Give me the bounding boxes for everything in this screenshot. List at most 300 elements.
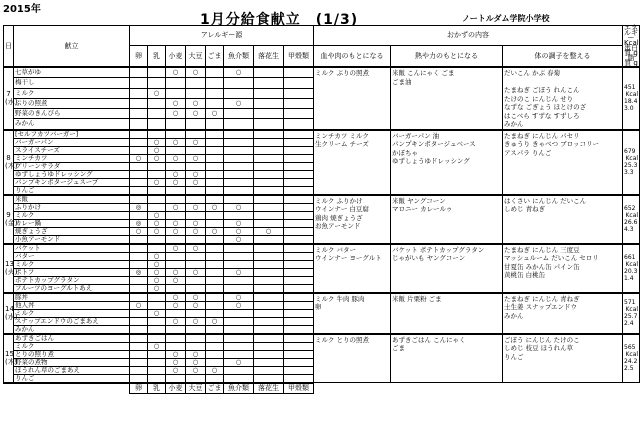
allergen-mark	[224, 178, 254, 186]
energy-value: 565	[624, 344, 636, 352]
allergen-mark	[206, 235, 224, 244]
allergen-mark	[284, 162, 314, 170]
allergen-header: 魚介類	[224, 46, 254, 67]
allergen-mark	[224, 244, 254, 253]
allergen-mark	[254, 260, 284, 268]
fat-value: 2.5	[624, 365, 634, 373]
allergen-mark	[186, 284, 206, 293]
heat-cell: あずきごはん こんにゃく ごま	[391, 334, 503, 383]
allergen-mark: ○	[130, 154, 148, 162]
allergen-mark	[206, 98, 224, 108]
fat-value: 3.0	[624, 105, 634, 113]
allergen-mark	[254, 119, 284, 130]
dish-name: バケット	[14, 244, 130, 253]
fat-value: 1.4	[624, 275, 634, 282]
allergen-mark	[130, 235, 148, 244]
allergen-mark	[166, 88, 186, 98]
allergen-mark: ○	[148, 227, 166, 235]
allergen-mark: ○	[206, 108, 224, 118]
heat-header: 熱や力のもとになる	[391, 46, 503, 67]
school-name: ノートルダム学院小学校	[462, 14, 550, 23]
allergen-mark	[130, 138, 148, 146]
allergen-mark: ○	[186, 317, 206, 325]
allergen-mark	[224, 350, 254, 358]
allergen-mark	[148, 119, 166, 130]
allergen-mark	[254, 252, 284, 260]
allergen-mark: ◎	[130, 268, 148, 276]
allergen-mark	[254, 268, 284, 276]
allergen-mark	[130, 358, 148, 366]
allergen-mark	[130, 276, 148, 284]
allergen-mark: ○	[186, 268, 206, 276]
allergen-mark	[284, 309, 314, 317]
allergen-mark: ○	[148, 342, 166, 350]
allergen-mark	[206, 260, 224, 268]
energy-value: 679	[624, 148, 636, 155]
allergen-mark	[166, 119, 186, 130]
dish-name: 梅干し	[14, 78, 130, 88]
allergen-mark	[130, 108, 148, 118]
allergen-mark	[254, 334, 284, 343]
allergen-mark	[284, 260, 314, 268]
allergen-mark	[254, 350, 284, 358]
energy-value: 571	[624, 299, 636, 306]
allergen-mark: ○	[186, 244, 206, 253]
allergen-mark	[284, 88, 314, 98]
heat-cell: 米飯 こんにゃく ごま ごま油	[391, 67, 503, 130]
allergen-mark	[224, 119, 254, 130]
allergen-mark: ○	[166, 366, 186, 374]
allergen-mark	[254, 162, 284, 170]
allergen-mark	[206, 276, 224, 284]
allergen-mark	[254, 342, 284, 350]
allergen-mark: ○	[186, 301, 206, 309]
allergen-mark	[206, 358, 224, 366]
allergen-mark	[254, 219, 284, 227]
allergen-footer: ごま	[207, 383, 222, 392]
dish-name: あずきごはん	[14, 334, 130, 343]
allergen-mark	[224, 276, 254, 284]
heat-cell: 米飯 ヤングコーン マロニー カレールゥ	[391, 195, 503, 244]
dish-name: グリーンサラダ	[14, 162, 130, 170]
allergen-mark: ○	[166, 227, 186, 235]
allergen-mark	[148, 170, 166, 178]
allergen-mark	[148, 203, 166, 211]
allergen-mark: ○	[224, 67, 254, 78]
energy-unit: Kcal	[625, 351, 639, 359]
dish-name: りんご	[14, 186, 130, 195]
allergy-group-header: アレルギー源	[130, 26, 314, 46]
allergen-mark	[284, 78, 314, 88]
allergen-mark	[224, 252, 254, 260]
allergen-mark	[148, 244, 166, 253]
dish-name: ポテトカップグラタン	[14, 276, 130, 284]
nutrition-cell	[623, 334, 640, 383]
dish-name: 七草がゆ	[14, 67, 130, 78]
allergen-mark	[186, 211, 206, 219]
condition-header: 体の調子を整える	[503, 46, 623, 67]
allergen-mark	[130, 252, 148, 260]
allergen-mark	[254, 309, 284, 317]
allergen-mark	[254, 301, 284, 309]
allergen-mark	[254, 284, 284, 293]
allergen-mark: ○	[166, 268, 186, 276]
allergen-header: 甲殻類	[284, 46, 314, 67]
allergen-mark	[148, 98, 166, 108]
allergen-footer: 甲殻類	[284, 383, 314, 394]
allergen-mark	[130, 350, 148, 358]
allergen-mark	[148, 186, 166, 195]
blood-cell: ミルク とりの照煮	[314, 334, 391, 383]
allergen-footer: 乳	[148, 383, 166, 394]
allergen-mark	[206, 301, 224, 309]
allergen-mark	[130, 334, 148, 343]
allergen-mark	[206, 284, 224, 293]
allergen-mark	[206, 325, 224, 334]
allergen-mark: ○	[130, 227, 148, 235]
allergen-mark	[130, 211, 148, 219]
allergen-mark: ○	[206, 366, 224, 374]
allergen-mark	[130, 178, 148, 186]
allergen-mark	[224, 211, 254, 219]
allergen-mark	[254, 235, 284, 244]
allergen-mark	[130, 162, 148, 170]
dish-name: フルーツのヨーグルトあえ	[14, 284, 130, 293]
allergen-mark: ○	[224, 293, 254, 302]
allergen-mark	[224, 366, 254, 374]
allergen-mark	[186, 252, 206, 260]
allergen-mark	[148, 78, 166, 88]
allergen-mark	[284, 293, 314, 302]
allergen-mark: ○	[254, 227, 284, 235]
allergen-mark	[130, 260, 148, 268]
allergen-header: 小麦	[166, 46, 186, 67]
allergen-mark: ○	[186, 67, 206, 78]
allergen-mark: ○	[166, 178, 186, 186]
allergen-mark	[186, 260, 206, 268]
allergen-mark	[224, 154, 254, 162]
allergen-mark	[254, 186, 284, 195]
allergen-mark: ○	[148, 211, 166, 219]
dish-name: みかん	[14, 119, 130, 130]
allergen-mark	[254, 358, 284, 366]
dish-name: りんご	[14, 374, 130, 383]
allergen-mark	[284, 203, 314, 211]
allergen-mark	[166, 195, 186, 204]
energy-value: 652	[624, 205, 636, 212]
allergen-mark	[284, 301, 314, 309]
dish-name: 豚丼	[14, 293, 130, 302]
table-row	[4, 67, 640, 78]
allergen-mark	[130, 186, 148, 195]
allergen-mark: ○	[166, 98, 186, 108]
blood-cell: ミルク 牛肉 豚肉 卵	[314, 293, 391, 334]
allergen-mark	[224, 146, 254, 154]
allergen-mark	[206, 268, 224, 276]
allergen-mark	[254, 276, 284, 284]
allergen-mark	[206, 350, 224, 358]
allergen-mark	[206, 119, 224, 130]
allergen-mark	[284, 146, 314, 154]
allergen-mark	[224, 186, 254, 195]
allergen-mark	[186, 374, 206, 383]
allergen-mark: ○	[206, 203, 224, 211]
dish-name: ミルク	[14, 211, 130, 219]
allergen-mark: ○	[166, 67, 186, 78]
table-row	[4, 195, 640, 204]
allergen-mark	[130, 146, 148, 154]
dish-name: ゆずしょうゆドレッシング	[14, 170, 130, 178]
allergen-mark: ◎	[130, 219, 148, 227]
heat-cell: バケット ポテトカップグラタン じゃがいも ヤングコーン	[391, 244, 503, 293]
allergen-header: 落花生	[254, 46, 284, 67]
energy-unit: Kcal	[625, 155, 639, 162]
allergen-mark	[284, 334, 314, 343]
allergen-mark	[186, 309, 206, 317]
allergen-mark	[284, 130, 314, 139]
allergen-mark: ○	[148, 309, 166, 317]
allergen-mark: ○	[148, 252, 166, 260]
allergen-mark	[284, 154, 314, 162]
dish-name: スライスチーズ	[14, 146, 130, 154]
allergen-mark: ○	[224, 358, 254, 366]
allergen-mark	[284, 350, 314, 358]
allergen-header: 乳	[148, 46, 166, 67]
allergen-mark	[148, 293, 166, 302]
dish-name: ぶりの照煮	[14, 98, 130, 108]
allergen-mark	[284, 211, 314, 219]
allergen-mark	[148, 334, 166, 343]
allergen-mark: ○	[166, 108, 186, 118]
allergen-mark	[148, 358, 166, 366]
allergen-mark: ○	[166, 203, 186, 211]
allergen-mark	[166, 252, 186, 260]
dish-name: ミルク	[14, 260, 130, 268]
day-cell: 9 (金)	[4, 195, 14, 244]
allergen-mark: ○	[186, 358, 206, 366]
allergen-mark	[224, 108, 254, 118]
nutrition-cell	[623, 67, 640, 130]
allergen-mark	[254, 108, 284, 118]
allergen-mark	[254, 146, 284, 154]
condition-cell: たまねぎ にんじん 青ねぎ 土生姜 スナップエンドウ みかん	[503, 293, 623, 334]
protein-value: 25.7	[624, 313, 638, 320]
allergen-mark	[254, 325, 284, 334]
allergen-mark: ○	[166, 350, 186, 358]
allergen-mark	[284, 325, 314, 334]
allergen-mark	[166, 260, 186, 268]
energy-unit: Kcal	[625, 91, 639, 99]
condition-cell: ごぼう にんじん たけのこ しめじ 枝豆 ほうれん草 りんご	[503, 334, 623, 383]
allergen-mark	[254, 317, 284, 325]
allergen-mark	[224, 260, 254, 268]
dish-name: スナップエンドウのごまあえ	[14, 317, 130, 325]
allergen-mark	[166, 284, 186, 293]
blood-cell: ミンチカツ ミルク 生クリーム チーズ	[314, 130, 391, 195]
allergen-mark: ○	[166, 293, 186, 302]
dish-name: 他人丼	[14, 301, 130, 309]
allergen-mark	[166, 309, 186, 317]
allergen-mark	[206, 67, 224, 78]
allergen-mark: ○	[186, 178, 206, 186]
condition-cell: だいこん かぶ 春菊 たまねぎ ごぼう れんこん たけのこ にんじん せり なずな ごぎょう ほとけのざ はこべら すずな すずしろ みかん	[503, 67, 623, 130]
allergen-mark	[284, 138, 314, 146]
allergen-mark	[224, 334, 254, 343]
allergen-mark	[166, 211, 186, 219]
energy-value: 661	[624, 254, 636, 261]
dish-name: ミルク	[14, 309, 130, 317]
allergen-mark: ○	[148, 138, 166, 146]
condition-cell: たまねぎ にんじん 三度豆 マッシュルーム だいこん セロリ 甘夏缶 みかん缶 パイン缶 黄桃缶 白桃缶	[503, 244, 623, 293]
energy-value: 451	[624, 84, 636, 92]
dish-name: 焼ぎょうざ	[14, 227, 130, 235]
allergen-mark	[284, 195, 314, 204]
allergen-mark	[206, 138, 224, 146]
allergen-mark	[254, 154, 284, 162]
allergen-mark	[186, 88, 206, 98]
menu-table	[3, 25, 640, 394]
dish-name: みかん	[14, 325, 130, 334]
energy-unit: Kcal	[625, 261, 639, 268]
allergen-mark	[224, 78, 254, 88]
day-cell: 14 (水)	[4, 293, 14, 334]
allergen-mark: ○	[148, 146, 166, 154]
allergen-mark	[166, 325, 186, 334]
allergen-mark	[254, 366, 284, 374]
allergen-mark	[224, 284, 254, 293]
allergen-mark	[166, 186, 186, 195]
allergen-mark: ○	[224, 203, 254, 211]
protein-value: 26.6	[624, 219, 638, 226]
allergen-mark	[254, 178, 284, 186]
allergen-mark: ○	[224, 268, 254, 276]
dish-name: ミルク	[14, 342, 130, 350]
allergen-mark	[148, 317, 166, 325]
allergen-mark	[284, 252, 314, 260]
allergen-mark: ○	[166, 138, 186, 146]
dish-name: パンプキンポタージュスープ	[14, 178, 130, 186]
allergen-mark: ○	[130, 301, 148, 309]
allergen-mark	[186, 342, 206, 350]
allergen-mark	[206, 219, 224, 227]
dish-name: ほうれん草のごまあえ	[14, 366, 130, 374]
allergen-mark: ○	[166, 244, 186, 253]
allergen-mark	[166, 342, 186, 350]
allergen-mark	[224, 130, 254, 139]
day-cell: 15 (木)	[4, 334, 14, 383]
allergen-header: ごま	[206, 46, 224, 67]
allergen-mark	[130, 88, 148, 98]
allergen-mark	[130, 374, 148, 383]
allergen-footer: 大豆	[186, 383, 206, 394]
dish-name: バター	[14, 252, 130, 260]
allergen-footer: 落花生	[254, 383, 284, 394]
table-row	[4, 334, 640, 343]
allergen-mark	[148, 130, 166, 139]
allergen-mark	[284, 67, 314, 78]
allergen-mark	[254, 203, 284, 211]
allergen-mark	[148, 235, 166, 244]
allergen-mark	[254, 195, 284, 204]
allergen-mark: ○	[186, 98, 206, 108]
dish-name: [セルフカツバーガー]	[14, 130, 130, 139]
allergen-mark	[130, 244, 148, 253]
allergen-mark	[130, 170, 148, 178]
allergen-mark: ○	[186, 293, 206, 302]
allergen-mark	[206, 186, 224, 195]
allergen-mark: ○	[166, 358, 186, 366]
allergen-mark	[148, 67, 166, 78]
allergen-mark: ○	[224, 219, 254, 227]
fat-value: 2.4	[624, 320, 634, 327]
allergen-mark	[130, 309, 148, 317]
allergen-mark	[224, 138, 254, 146]
allergen-mark	[284, 244, 314, 253]
allergen-mark	[284, 235, 314, 244]
allergen-mark	[224, 195, 254, 204]
fat-value: 3.3	[624, 169, 634, 176]
allergen-mark	[130, 67, 148, 78]
fat-value: 4.3	[624, 226, 634, 233]
footer-blank	[4, 383, 14, 394]
allergen-mark	[148, 374, 166, 383]
allergen-mark	[206, 211, 224, 219]
allergen-mark	[186, 235, 206, 244]
allergen-mark	[254, 374, 284, 383]
protein-value: 24.2	[624, 358, 638, 366]
blood-cell: ミルク ふりかけ ウインナー 白豆腐 鶏肉 焼ぎょうざ お魚アーモンド	[314, 195, 391, 244]
allergen-mark: ○	[224, 301, 254, 309]
allergen-mark	[206, 78, 224, 88]
allergen-mark	[224, 317, 254, 325]
allergen-mark	[148, 301, 166, 309]
allergen-mark	[284, 358, 314, 366]
allergen-mark	[186, 162, 206, 170]
allergen-mark	[254, 211, 284, 219]
allergen-mark	[284, 317, 314, 325]
protein-value: 18.4	[624, 98, 638, 106]
header-row	[4, 26, 640, 46]
allergen-mark: ○	[166, 219, 186, 227]
allergen-mark	[186, 325, 206, 334]
nutrition-cell	[623, 130, 640, 195]
year-label: 2015年	[3, 4, 41, 15]
allergen-header: 大豆	[186, 46, 206, 67]
dish-name: 野菜のきんぴら	[14, 108, 130, 118]
allergen-mark	[284, 366, 314, 374]
menu-header: 献立	[14, 26, 130, 68]
nutrition-cell	[623, 293, 640, 334]
allergen-mark	[166, 78, 186, 88]
allergen-mark	[206, 195, 224, 204]
allergen-mark	[206, 334, 224, 343]
allergen-mark: ○	[148, 219, 166, 227]
allergen-mark	[254, 98, 284, 108]
allergen-mark	[130, 119, 148, 130]
dish-name: ミンチカツ	[14, 154, 130, 162]
day-cell: 13 (火)	[4, 244, 14, 293]
allergen-mark	[148, 325, 166, 334]
blood-header: 血や肉のもとになる	[314, 46, 391, 67]
allergen-mark	[284, 227, 314, 235]
allergen-mark	[148, 366, 166, 374]
allergen-mark	[284, 119, 314, 130]
allergen-mark	[166, 374, 186, 383]
allergen-mark	[284, 374, 314, 383]
allergen-mark	[206, 162, 224, 170]
allergen-mark	[206, 88, 224, 98]
allergen-mark: ○	[148, 276, 166, 284]
